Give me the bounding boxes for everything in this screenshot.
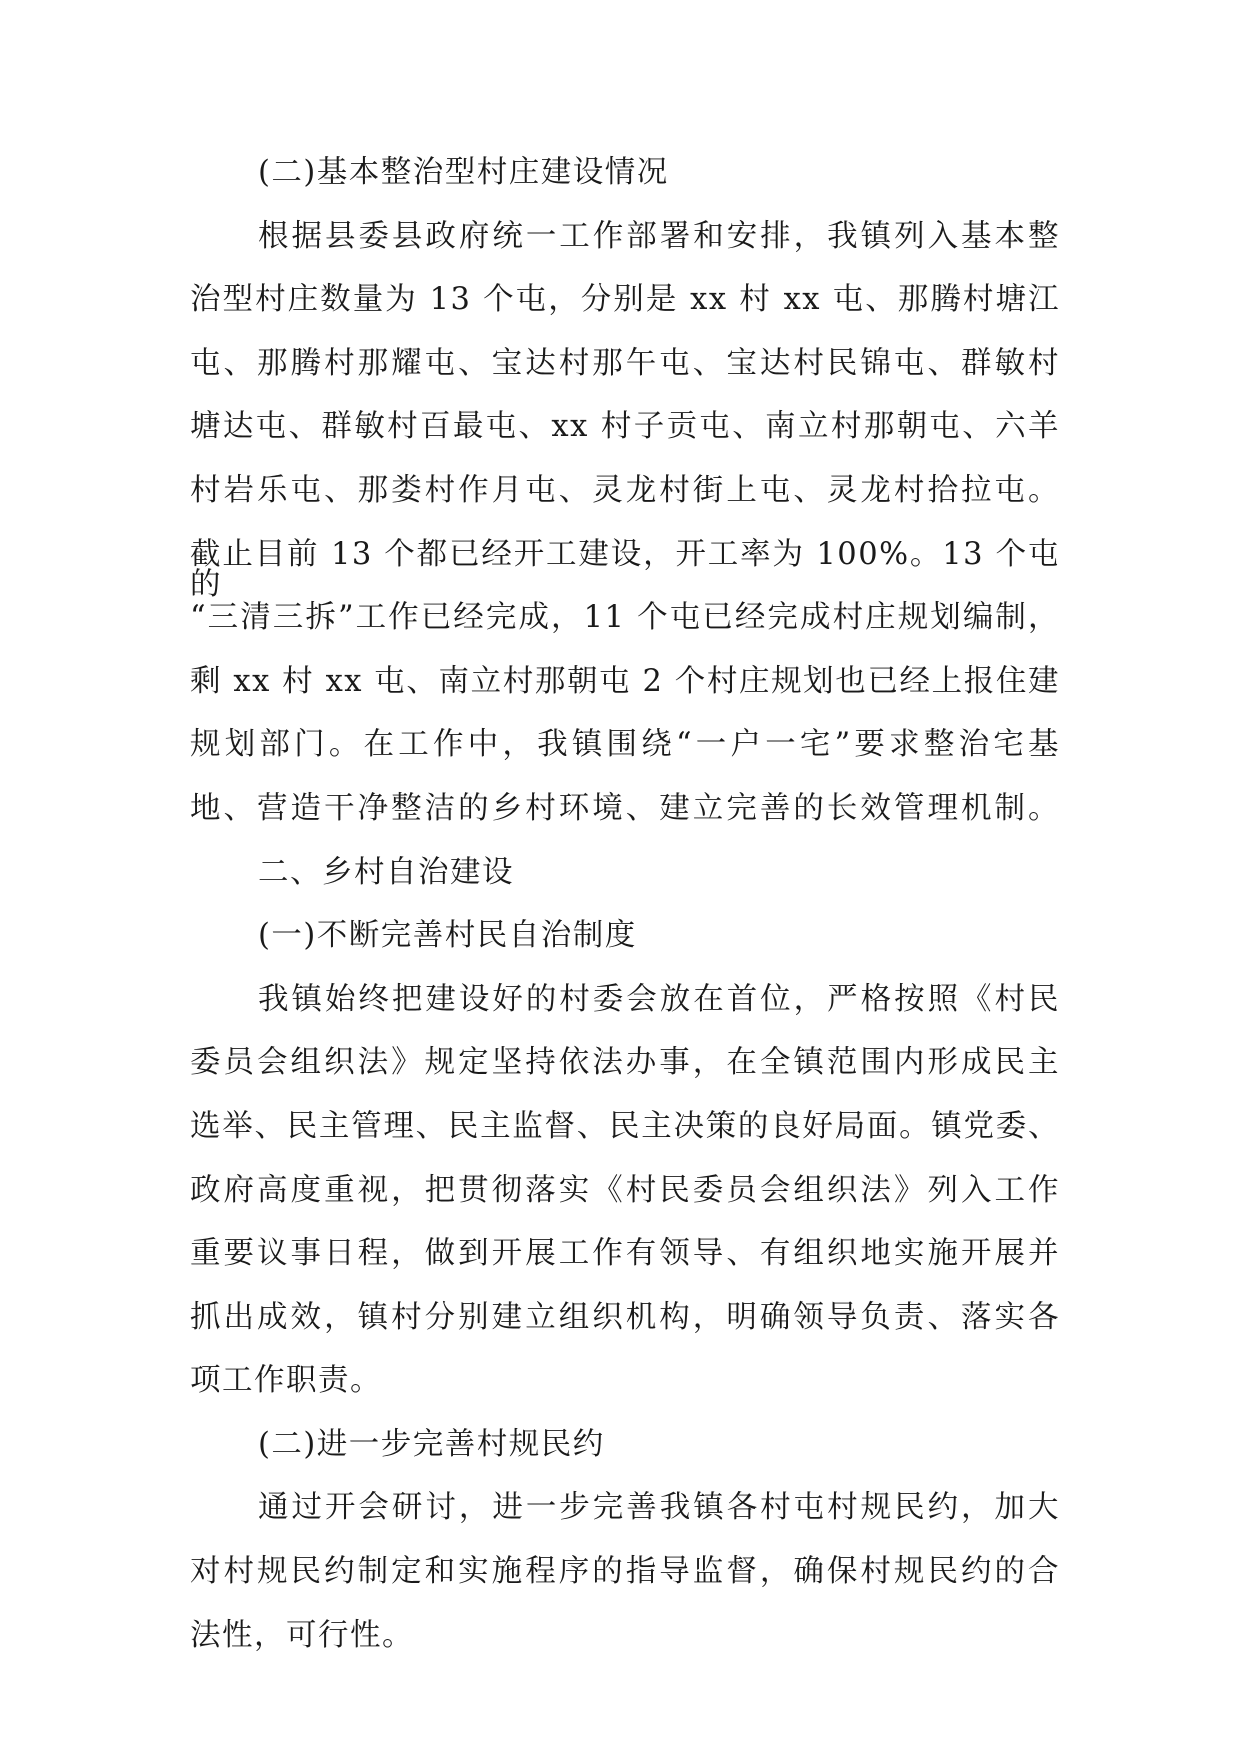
- text-line: 规划部门。在工作中，我镇围绕“一户一宅”要求整治宅基: [190, 727, 1060, 763]
- text-line: 塘达屯、群敏村百最屯、xx 村子贡屯、南立村那朝屯、六羊: [190, 409, 1060, 445]
- text-line: 地、营造干净整洁的乡村环境、建立完善的长效管理机制。: [190, 790, 1060, 826]
- text-line: 治型村庄数量为 13 个屯，分别是 xx 村 xx 屯、那腾村塘江: [190, 282, 1060, 318]
- text-line: 项工作职责。: [190, 1363, 382, 1399]
- text-line: 委员会组织法》规定坚持依法办事，在全镇范围内形成民主: [190, 1045, 1060, 1081]
- text-line: 我镇始终把建设好的村委会放在首位，严格按照《村民: [258, 981, 1060, 1017]
- text-line: (一)不断完善村民自治制度: [258, 918, 637, 954]
- text-line: (二)基本整治型村庄建设情况: [258, 155, 669, 190]
- text-line: (二)进一步完善村规民约: [258, 1426, 605, 1462]
- text-line: 截止目前 13 个都已经开工建设，开工率为 100%。13 个屯的: [190, 536, 1060, 603]
- text-line: 法性，可行性。: [190, 1617, 414, 1653]
- text-line: 政府高度重视，把贯彻落实《村民委员会组织法》列入工作: [190, 1172, 1060, 1208]
- text-line: 抓出成效，镇村分别建立组织机构，明确领导负责、落实各: [190, 1299, 1060, 1335]
- text-line: 对村规民约制定和实施程序的指导监督，确保村规民约的合: [190, 1554, 1060, 1590]
- text-line: 根据县委县政府统一工作部署和安排，我镇列入基本整: [258, 218, 1060, 254]
- document-body: [190, 155, 1060, 1684]
- text-line: 二、乡村自治建设: [258, 854, 514, 890]
- text-line: 屯、那腾村那耀屯、宝达村那午屯、宝达村民锦屯、群敏村: [190, 345, 1060, 381]
- text-line: 重要议事日程，做到开展工作有领导、有组织地实施开展并: [190, 1236, 1060, 1272]
- text-line: 剩 xx 村 xx 屯、南立村那朝屯 2 个村庄规划也已经上报住建: [190, 663, 1060, 699]
- text-line: 村岩乐屯、那娄村作月屯、灵龙村街上屯、灵龙村拾拉屯。: [190, 472, 1060, 508]
- text-line: 选举、民主管理、民主监督、民主决策的良好局面。镇党委、: [190, 1108, 1060, 1144]
- text-line: 通过开会研讨，进一步完善我镇各村屯村规民约，加大: [258, 1490, 1060, 1526]
- text-line: “三清三拆”工作已经完成，11 个屯已经完成村庄规划编制，: [190, 600, 1060, 636]
